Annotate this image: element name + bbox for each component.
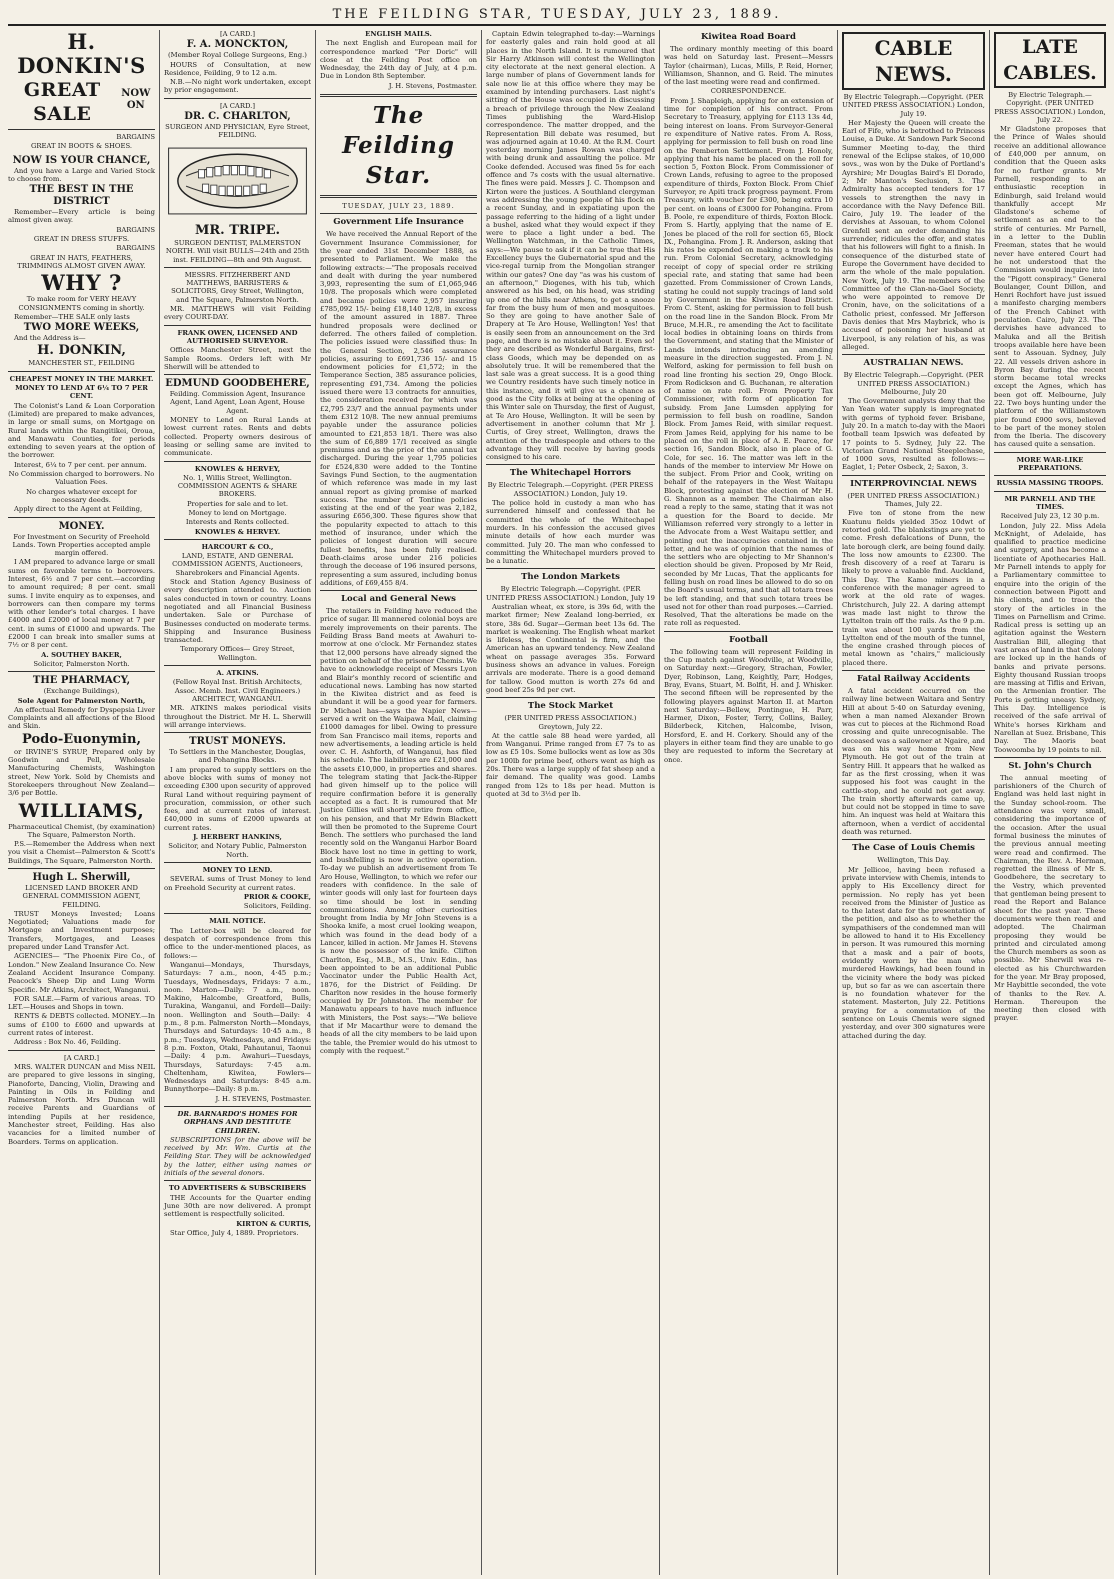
- fatal-accidents-heading: Fatal Railway Accidents: [856, 674, 971, 684]
- russia-heading: RUSSIA MASSING TROOPS.: [996, 479, 1104, 488]
- kirton-name: KIRTON & CURTIS,: [236, 1219, 311, 1228]
- whitechapel-src: By Electric Telegraph.—Copyright. (PER PRESS ASSOCIATION.) London, July 19.: [487, 481, 654, 498]
- knowles-invest: Interests and Rents collected.: [185, 518, 290, 527]
- podo-pre: An effectual Remedy for Dyspepsia Liver Complaints and all affections of the Blood and Skin.: [8, 705, 155, 731]
- london-heading: The London Markets: [521, 572, 620, 583]
- several-text: SEVERAL sums of Trust Money to lend on Freehold Security at current rates.: [164, 875, 311, 892]
- money-lend-heading: MONEY TO LEND.: [202, 865, 273, 874]
- mail-list: Wanganui—Mondays, Thursdays, Saturdays: 7 a.m., noon, 4·45 p.m.; Tuesdays, Wednesdays, Fridays: 7 a.m., noon. Marton—Daily: 7 a.m., noon. Makino, Halcombe, Greatford, Bulls, Turakina, Wanganui, and Fordell—Daily: noon. Wellington and South—Daily: 4 p.m., 8 p.m. Palmerston North—Mondays, Thursdays and Saturdays: 10·45 a.m., 8 p.m.; Tuesdays, Wednesdays, and Fridays: 8 p.m. Foxton, Otaki, Pahautanui, Taonui—Daily: 4 p.m. Awahuri—Tuesdays, Thursdays, Saturdays: 7·45 a.m. Cheltenham, Kiwitea, Fowlers—Wednesdays and Saturdays: 8·45 a.m. Bunnythorpe—Daily: 8 p.m.: [164, 960, 311, 1094]
- williams-sub: Pharmaceutical Chemist, (by examination) The Square, Palmerston North.: [8, 822, 155, 839]
- advertisers-heading: TO ADVERTISERS & SUBSCRIBERS: [168, 1184, 307, 1193]
- column-2: [160, 30, 316, 1575]
- prior-sub: Solicitors, Feilding.: [243, 902, 311, 911]
- advertisers-text: THE Accounts for the Quarter ending June 30th are now delivered. A prompt settlement is respectfully solicited.: [164, 1193, 311, 1219]
- knowles-name-2: KNOWLES & HERVEY.: [194, 527, 281, 536]
- trust-money-text: To Settlers in the Manchester, Douglas, and Pohangina Blocks.: [169, 748, 306, 765]
- stock-text: At the cattle sale 88 head were yarded, all from Wanganui. Prime ranged from £7 7s to as low as £5 10s. Some bullocks went as low as 30s per 100lb for prime beef, others went as high as 20s. There was a large supply of fat sheep and a fair demand. The quality was good. Lambs ranged from 12s to 18s per head. Mutton is quoted at 3d to 3½d per lb.: [486, 731, 655, 798]
- atkins-sub: (Fellow Royal Inst. British Architects, Assoc. Memb. Inst. Civil Engineers.) ARCHITECT, WANGANUI.: [172, 678, 303, 703]
- bargains-1: BARGAINS: [116, 133, 155, 141]
- tripe-name: MR. TRIPE.: [194, 222, 280, 238]
- column-4: [482, 30, 660, 1575]
- knowles-sub: No. 1, Willis Street, Wellington. COMMISSION AGENTS & SHARE BROKERS.: [177, 473, 298, 499]
- atkins-text: MR. ATKINS makes periodical visits throughout the District. Mr H. L. Sherwill will arrange interviews.: [164, 704, 311, 729]
- no-commission: No Commission charged to borrowers. No Valuation Fees.: [8, 470, 155, 487]
- your-chance: NOW IS YOUR CHANCE,: [12, 154, 151, 166]
- goodbehere-name: EDMUND GOODBEHERE,: [165, 378, 310, 390]
- knowles-money: Money to lend on Mortgage.: [188, 508, 287, 517]
- hankins-sub: Solicitor, and Notary Public, Palmerston North.: [168, 842, 307, 859]
- late-cables-heading: LATE CABLES.: [994, 32, 1106, 88]
- pharmacy-sub: (Exchange Buildings),: [43, 687, 120, 696]
- local-news-text: The retailers in Feilding have reduced the price of sugar. Ill mannered colonial boys are merely improvements on their parents. The Feilding Brass Band meets at Awahuri to-morrow at one o'clock. Mr Fernandez states that 12,000 persons have already signed the petition on behalf of the prisoner Chemis. We have to acknowledge receipt of Messrs Lyon and Blair's monthly record of scientific and educational news. Lambing has now started in the Kiwitea district and as feed is abundant it will be a good year for farmers. Dr Michael has—says the Napier News—served a writ on the Waipawa Mail, claiming £1000 damages for libel. Owing to pressure from San Francisco mail items, reports and new advertisements, a leading article is held over. C. H. Ashforth, of Wanganui, has filed his schedule. The liabilities are £21,000 and the assets £10,000, in properties and shares. The telegram stating that Jack-the-Ripper had given himself up to the police will require confirmation before it is generally accepted as a fact. It is rumoured that Mr Justice Gillies will shortly retire from office, on his pension, and that Mr Edwin Blackett will then be promoted to the Supreme Court Bench. The settlers who purchased the land recently sold on the Wanganui Harbor Board Block have lost no time in getting to work, and bushfelling is now in active operation. To-day we publish an advertisement from Te Aro House, Wellington, to which we refer our readers with confidence. In the sale of winter goods will only last for fourteen days so time should be lost in sending communications. Among other curiosities brought from India by Mr John Stevens is a Shooka knife, a most cruel looking weapon, which was found in the dead body of a Lancer, killed in action. Mr James H. Stevens is now the possessor of the knife. Clifton Charlton, Esq., M.B., M.S., Univ. Edin., has been appointed to be an additional Public Vaccinator under the Public Health Act, 1876, for the District of Feilding. Dr Charlton now resides in the house formerly occupied by Dr Johnston. The member for Manawatu appears to have much influence with Ministers, the Post says:—"We believe that if Mr Macarthur were to demand the heads of all the city members to be laid upon the table, the Premier would do his utmost to comply with the request.": [320, 607, 477, 1055]
- correspondence-heading: CORRESPONDENCE.: [710, 87, 787, 96]
- kirton-sub: Star Office, July 4, 1889. Proprietors.: [170, 1228, 299, 1237]
- chemis-text: Mr Jellicoe, having been refused a private interview with Chemis, intends to apply to His Excellency direct for permission. No reply has yet been received from the Minister of Justice as to the latest date for the presentation of the petition, and also as to whether the sympathisers of the condemned man will be allowed to hand it to His Excellency in person. It was rumoured this morning that a mask and a pair of boots, evidently worn by the man who murdered Hawkings, had been found in the vicinity where the body was picked up, but so far as we can ascertain there is no foundation whatever for the statement. Masterton, July 22. Petitions praying for a commutation of the sentence on Louis Chemis were signed yesterday, and over 300 signatures were attached during the day.: [842, 865, 985, 1040]
- best-district: THE BEST IN THE DISTRICT: [29, 184, 134, 208]
- english-mails-text: The next English and European mail for correspondence marked "Per Doric" will close at the Feilding Post office on Wednesday, the 24th day of July, at 4 p.m. Due in London 8th September.: [320, 39, 477, 81]
- chance-text: And you have a Large and Varied Stock to choose from.: [8, 166, 155, 183]
- australian-src: By Electric Telegraph.—Copyright. (PER UNITED PRESS ASSOCIATION.) Melbourne, July 20: [843, 371, 984, 396]
- chemis-heading: The Case of Louis Chemis: [852, 843, 975, 854]
- now-on: NOW ON: [121, 88, 151, 111]
- charlton-sub: SURGEON AND PHYSICIAN, Eyre Street, FEILDING.: [165, 123, 310, 140]
- williams-heading: WILLIAMS,: [18, 799, 145, 822]
- dress-line: GREAT IN DRESS STUFFS.: [33, 235, 130, 244]
- prior-name: PRIOR & COOKE,: [243, 892, 311, 901]
- correspondence-text: From J. Shapleigh, applying for an extension of time for completion of his contract. From Secretary to Treasury, applying for £113 13s 4d, being interest on loans. From Surveyor-General re expenditure of Native rates. From A. Ross, applying for permission to fell bush on road line on the Pemberton Settlement. From J. Honoly, applying that his name be placed on the roll for section 5, Foxton Block. From Commissioner of Crown Lands, refusing to agree to the proposed expenditure of thirds, Foxton Block. From Chief Surveyor, re Apiti track progress payment. From Treasury, with voucher for £300, being extra 10 per cent. on loans of £3000 for Pohangina. From B. Poole, re expenditure of thirds, Foxton Block. From S. Hartly, applying that the name of E. Jones be placed of the roll for section 65, Block IX., Pohangina. From J. R. Anderson, asking that his rates be expended on making a track to his run. From Colonial Secretary, acknowledging receipt of copy of special order re striking special rate, and stating that same had been gazetted. From Commissioner of Crown Lands, stating he could not supply tracings of land sold by Government in the Kiwitea Road District. From C. Stent, asking for permission to fell bush on the road line in the Sandon Block. From Mr Bruce, M.H.R., re amending the Act to facilitate local bodies in obtaining loans on thirds from the Government, and stating that the Minister of Lands intends introducing an amending measure in the direction suggested. From J. N. Welford, asking for permission to fell bush on road line fronting his section 29, Ongo Block. From Rodickson and G. Buchanan, re alteration of name on rate roll. From Property Tax Commissioner, with form of application for subsidy. From Jane Lumsden applying for permission to fell bush on roadline, Sandon Block. From James Reid, with similar request. From James Reid, applying for his name to be placed on the roll in place of A. E. Pearce, for section 16, Sandon Block, also in place of G. Cole, for sec. 16. The matter was left in the hands of the member to interview Mr Howe on the subject. From Prior and Cook, writing on behalf of the ratepayers in the West Waitapu Block, protesting against the election of Mr H. G. Shannon as a member. The Chairman also read a reply to the same, stating that it was not a question for the Board to decide. Mr Williamson referred very strongly to a letter in the Advocate from a West Waitapu settler, and pointing out the inaccuracies contained in the letter, and he was of opinion that the names of the settlers who are objecting to Mr Shannon's election should be given. Proposed by Mr Reid, seconded by Mr Lucas, That the applicants for felling bush on road lines be allowed to do so on the Board's usual terms, and that all totara trees be left standing, and that such totara trees be used not for other than road purposes.—Carried. Resolved, That the alterations be made on the rate roll as requested.: [664, 96, 833, 628]
- london-text: Australian wheat, ex store, is 39s 6d, with the market firmer; New Zealand long-berried, ex store, 38s 6d. Sugar—German beet 13s 6d. The market is weakening. The English wheat market is lifeless, the Continental is firm, and the American has an upward tendency. New Zealand wheat on passage averages 35s. Forward business shows an advance in values. Foreign arrivals are moderate. There is a good demand for tallow. Good mutton is worth 27s 6d and good beef 25s 9d per cwt.: [486, 603, 655, 694]
- parnell-heading: MR PARNELL AND THE TIMES.: [1004, 494, 1096, 511]
- mail-heading: MAIL NOTICE.: [209, 917, 266, 926]
- late-cables-text: Mr Gladstone proposes that the Prince of Wales should receive an additional allowance of £40,000 per annum, on condition that the Queen asks for no further grants. Mr Parnell, responding to an enthusiastic reception in Edinburgh, said Ireland would thankfully accept Mr Gladstone's scheme of settlement as an end to the strife of centuries. Mr Parnell, in a letter to the Dublin Freeman, states that he would never have entered Court had he not understood that the Commission would inquire into the "Pigott conspiracy." General Boulanger, Count Dillon, and Henri Rochfort have just issued a manifesto charging members of the French Cabinet with peculation. Cairo, July 23. The dervishes have advanced to Maluka and all the British troops available here have been sent to Assouan. Sydney, July 22. All vessels driven ashore in Byron Bay during the recent storm became total wrecks except the Agnes, which has been got off. Melbourne, July 22. Two boys hunting under the platform of the Williamstown pier found £900 sovs, believed to be part of the money stolen from the Iberia. The discovery has caused quite a sensation.: [994, 125, 1106, 449]
- gov-life-text: We have received the Annual Report of the Government Insurance Commissioner, for the year ended 31st December 1888, as presented to Parliament. We make the following extracts:—"The proposals received and dealt with during the year numbered 3,993, representing the sum of £1,065,946 10/8. The proposals which were completed and became policies were 2,957 insuring £785,092 15/- being £18,140 12/8, in excess of the amount assured in 1887. Three hundred proposals were declined or deferred. The others failed of completion. The policies issued were classified thus: In the General Section, 2,546 assurance policies, assuring to £691,736 15/- and 15 endowment policies for £1,572; in the Temperance Section, 385 assurance policies, representing £91,734. Among the policies issued there were 13 contracts for annuities, the consideration received for which was £2,795 23/7 and the annual payments under them £312 10/8. The new annual premiums payable under the assurance policies amounted to £21,853 18/1. There was also the sum of £6,889 17/1 received as single premiums and as the price of the annual tax discharged. During the year 1,795 policies for £524,830 were added to the Tontine Savings Fund Section, to the augmentation of which reference was made in my last annual report as giving promise of marked success. The number of Tontine policies existing at the end of the year was 2,182, assuring £656,300. These figures show that the popularity expected to attach to this method of insurance, under which the policies of longest duration will secure fullest benefits, has been fully realised. Death-claims arose under 216 policies through the decease of 196 insured persons, representing a sum assured, including bonus additions, of £69,455 8/4.: [320, 230, 477, 587]
- hours-text: HOURS of Consultation, at new Residence, Feilding, 9 to 12 a.m.: [164, 60, 311, 77]
- knowles-name: KNOWLES & HERVEY,: [194, 464, 281, 473]
- australian-text: The Government analysts deny that the Yan Yean water supply is impregnated with germs of typhoid fever. Brisbane, July 20. In a match to-day with the Maori football team Ipswich was defeated by 17 points to 5. Sydney, July 22. The Victorian Grand National Steeplechase, of 1000 sovs, resulted as follows:—Eaglet, 1; Peter Osbeck, 2; Saxon, 3.: [842, 397, 985, 472]
- nb-text: N.B.—No night work undertaken, except by prior engagement.: [164, 78, 311, 95]
- sale-last: Remember—THE SALE only lasts: [14, 312, 130, 321]
- card-2: [A CARD.]: [220, 101, 255, 110]
- trust-money-heading: TRUST MONEYS.: [189, 736, 286, 748]
- whitechapel-heading: The Whitechapel Horrors: [509, 468, 632, 479]
- barnardo-text: SUBSCRIPTIONS for the above will be received by Mr. Wm. Curtis at the Feilding Star. They will be acknowledged by the latter, either using names or initials of the several donors.: [164, 1135, 311, 1178]
- col4-top-text: Captain Edwin telegraphed to-day:—Warnings for easterly gales and rain hold good at all places in the North Island. It is rumoured that Sir Harry Atkinson will contest the Wellington city electorate at the next general election. A large number of plans of Government lands for sale now lie at this office where they may be examined by intending purchasers. Last night's sitting of the House was occupied in discussing a breach of privilege through the New Zealand Times publishing the Ward-Hislop correspondence. The matter dropped, and the Representation Bill debate was resumed, but was adjourned again at 10.40. At the R.M. Court yesterday morning James Rowan was charged with being drunk and assaulting the police. Mr Cooke defended. Accused was fined 5s for each offence and 7s costs with the usual alternative. The fines were paid. Messrs J. C. Thompson and Kirton were the justices. A Southland clergyman was addressing the young people of his flock on a recent Sunday, and in expatiating upon the passage referring to the hiding of a light under a bushel, asked what they would expect if they were to place a light under a bed. The Wellington Watchman, in the Catholic Times, says:—We pause to ask if it can be true that His Excellency buys the Gubernatorial spud and the vice-regal turnip from the Mongolian stranger within our gates? One day "as was his custom of an afternoon," Diogenes, with his tub, which answered as his bed, on his head, was striding up one of the hills near Athens, to get a snooze far from the busy hum of men and mosquitoes. So they are going to have another Sale of Drapery at Te Aro House, Wellington! Yes! that is easily seen from an announcement on the 3rd page, and there is no mistake about it. Even so! they are described as Wonderful Bargains, first-class Goods, which may be depended on as absolutely true. It will be remembered that the last sale was a great success. It is a good thing we Country residents have such timely notice in this instance, and it will give us a chance as good as the City folks at being at the opening of this Winter sale on Thursday, the first of August, at Te Aro House, Wellington. It will be seen by advertisement in another column that Mr J. Curtis, of Grey street, Wellington, draws the attention of the tradespeople and others to the advantage they will receive by having goods consigned to his care.: [486, 30, 655, 462]
- remember-text: Remember—Every article is being almost given away.: [8, 208, 155, 225]
- agencies-text: AGENCIES— "The Phoenix Fire Co., of London." New Zealand Insurance Co. New Zealand Accident Insurance Company. Peacock's Sheep Dip and Lung Worm Specific. Mr Atkins, Architect, Wanganui.: [8, 952, 155, 994]
- for-sale-text: FOR SALE.—Farm of various areas. TO LET.—Houses and Shops in town.: [8, 994, 155, 1012]
- sherwill-heading: Hugh L. Sherwill,: [32, 872, 131, 883]
- late-cables-src: By Electric Telegraph.—Copyright. (PER UNITED PRESS ASSOCIATION.) London, July 22.: [994, 91, 1106, 124]
- moncton-name: F. A. MONCKTON,: [186, 39, 289, 51]
- address-box: Address : Box No. 46, Feilding.: [14, 1038, 121, 1047]
- two-weeks: TWO MORE WEEKS,: [23, 322, 140, 334]
- hankins-name: J. HERBERT HANKINS,: [193, 833, 282, 842]
- stock-src: (PER UNITED PRESS ASSOCIATION.) Greytown, July 22.: [504, 714, 637, 731]
- podo-text: or IRVINE'S SYRUP, Prepared only by Goodwin and Pell, Wholesale Manufacturing Chemists, Washington street, New York. Sold by Chemists and Storekeepers throughout New Zealand—3/6 per Bottle.: [8, 747, 155, 798]
- goodbehere-text: MONEY to Lend on Rural Lands at lowest current rates. Rents and debts collected. Property owners desirous of leasing or selling same are invited to communicate.: [164, 416, 311, 458]
- stock-heading: The Stock Market: [527, 701, 614, 712]
- matthews-text: MR. MATTHEWS will visit Feilding every COURT-DAY.: [164, 305, 311, 322]
- money-text: For Investment on Security of Freehold Lands. Town Properties accepted ample margin offered.: [12, 532, 151, 558]
- london-src: By Electric Telegraph.—Copyright. (PER UNITED PRESS ASSOCIATION.) London, July 19: [486, 585, 655, 602]
- moncton-sub: (Member Royal College Surgeons, Eng.): [168, 51, 307, 60]
- bargains-2: BARGAINS: [116, 225, 155, 234]
- kiwitea-text: The ordinary monthly meeting of this board was held on Saturday last. Present—Messrs Taylor (chairman), Lucas, Mills, P. Reid, Horner, Williamson, Shannon, and G. Reid. The minutes of the last meeting were read and confirmed.: [664, 45, 833, 87]
- chemis-src: Wellington, This Day.: [877, 856, 950, 865]
- knowles-prop: Properties for sale and to let.: [186, 499, 289, 508]
- trust-money-body: I am prepared to supply settlers on the above blocks with sums of money not exceeding £300 upon security of approved Rural Land without requiring payment of procuration, commission, or other such fees, and at current rates of interest. £40,000 in sums of £2000 upwards at current rates.: [164, 765, 311, 832]
- whitechapel-text: The police hold in custody a man who has surrendered himself and confessed that he committed the whole of the Whitechapel murders. In his confession the accused gives minute details of how each murder was committed. July 20. The man who confessed to committing the Whitechapel murders proved to be a lunatic.: [486, 499, 655, 566]
- church-heading: St. John's Church: [1008, 760, 1092, 771]
- goodbehere-sub: Feilding. Commission Agent, Insurance Agent, Land Agent, Loan Agent, House Agent.: [169, 390, 306, 415]
- donkin-name: H. DONKIN,: [37, 343, 126, 359]
- money-body: I AM prepared to advance large or small sums on favorable terms to borrowers. Interest, 6½ and 7 per cent.—according to amount required; 8 per cent. small sums. I invite enquiry as to expenses, and borrowers can then compare my terms with other lender's total charges. I have £4000 and £2000 of local money at 7 per cent. in sums of £1000 and upwards. The £2000 I can break into smaller sums at 7½ or 8 per cent.: [8, 558, 155, 650]
- war-heading: MORE WAR-LIKE PREPARATIONS.: [1016, 455, 1084, 473]
- issue-date: TUESDAY, JULY 23, 1889.: [342, 202, 455, 211]
- rents-text: RENTS & DEBTS collected. MONEY.—In sums of £100 to £600 and upwards at current rates of interest.: [8, 1012, 155, 1038]
- interprovincial-heading: INTERPROVINCIAL NEWS: [850, 478, 977, 489]
- received-line: Received July 23, 12 30 p.m.: [1000, 512, 1100, 521]
- mail-text: The Letter-box will be cleared for despatch of correspondence from this office to the under-mentioned places, as follows:—: [164, 926, 311, 960]
- great-sale-row: [8, 78, 155, 126]
- donkin-title: H. DONKIN'S: [17, 30, 146, 78]
- manchester-line: MANCHESTER ST., FEILDING: [28, 359, 135, 368]
- why-heading: WHY ?: [41, 270, 122, 296]
- gov-life-heading: Government Life Insurance: [333, 217, 464, 228]
- column-5: [660, 30, 838, 1575]
- pharmacy-heading: THE PHARMACY,: [32, 675, 131, 687]
- owen-text: Offices Manchester Street, next the Sample Rooms. Orders left with Mr Sherwill will be attended to: [164, 346, 311, 371]
- hats-line: GREAT IN HATS, FEATHERS, TRIMMINGS ALMOST GIVEN AWAY.: [17, 253, 146, 270]
- boots-line: GREAT IN BOOTS & SHOES.: [30, 142, 133, 151]
- harcourt-sub: LAND, ESTATE, AND GENERAL COMMISSION AGENTS, Auctioneers, Sharebrokers and Financial Agents.: [172, 552, 303, 577]
- column-6: [838, 30, 990, 1575]
- column-3: [316, 30, 482, 1575]
- football-text: The following team will represent Feilding in the Cup match against Woodville, at Woodville, on Saturday next:—Gregory, Strachan, Fowler, Dyer, Robinson, Lang, Keightly, Parr, Hodges, Bray, Evans, Stuart, M. Bolfit, H. and J. Whisker. The second fifteen will be represented by the following players against Marton II. at Marton next Saturday:—Bellew, Pontingue, H. Parr, Harmer, Dixon, Foster, Terry, Collins, Bailey, Bilderbeck, Kitchen, Halcombe, Ivison, Horsford, E. and H. Corkery. Should any of the players in either team find they are unable to go they are requested to inform the Secretary at once.: [664, 647, 833, 764]
- baker-name: A. SOUTHEY BAKER,: [41, 650, 122, 659]
- baker-sub: Solicitor, Palmerston North.: [33, 659, 130, 668]
- ps-text: P.S.—Remember the Address when next you visit a Chemist—Palmerston & Scott's Buildings, The Square, Palmerston North.: [8, 840, 155, 865]
- football-heading: Football: [729, 634, 768, 645]
- bargains-3: BARGAINS: [116, 244, 155, 253]
- column-1: [4, 30, 160, 1575]
- interest-text: Interest, 6¼ to 7 per cent. per annum.: [14, 460, 147, 469]
- australian-news-heading: AUSTRALIAN NEWS.: [863, 358, 964, 369]
- fatal-accidents-text: A fatal accident occurred on the railway line between Waitara and Sentry Hill at about 5·40 on Saturday evening, when a man named Alexander Brown was cut to pieces at the Richmond Road crossing and quite unrecognisable. The deceased was a sailowner at Ngaire, and was on his way home from New Plymouth. He got out of the train at Sentry Hill. It appears that he walked as far as the first crossing, when it was supposed his foot was caught in the cattle-stop, and he could not get away. The train shortly afterwards came up, but could not be stopped in time to save him. An inquest was held at Waitara this afternoon, when a verdict of accidental death was returned.: [842, 687, 985, 837]
- page-header: THE FEILDING STAR, TUESDAY, JULY 23, 1889.: [8, 4, 1106, 26]
- dental-engraving: [164, 145, 311, 217]
- podo-heading: Podo-Euonymin,: [22, 731, 141, 747]
- harcourt-temp: Temporary Offices— Grey Street, Wellington.: [180, 645, 295, 662]
- harcourt-name: HARCOURT & CO.,: [201, 542, 274, 551]
- sherwill-sub: LICENSED LAND BROKER AND GENERAL COMMISSION AGENT, FEILDING.: [22, 884, 141, 909]
- harcourt-text: Stock and Station Agency Business of every description attended to. Auction sales conducted in town or country. Loans negotiated and all Financial Business undertaken. Sale or Purchase of Businesses conducted on moderate terms. Shipping and Insurance Business transacted.: [164, 578, 311, 645]
- colonist-text: The Colonist's Land & Loan Corporation (Limited) are prepared to make advances, in large or small sums, on Mortgage on Rural lands within the Rangitikei, Oroua, and Manawatu Counties, for periods extending to seven years at the option of the borrower.: [8, 401, 155, 460]
- why-text: To make room for VERY HEAVY CONSIGNMENTS coming in shortly.: [18, 295, 145, 312]
- card-1: [A CARD.]: [220, 30, 255, 38]
- newspaper-flag: The Feilding Star.: [342, 102, 455, 190]
- column-7: [990, 30, 1110, 1575]
- cable-news-heading: CABLE NEWS.: [842, 32, 985, 90]
- interprovincial-src: (PER UNITED PRESS ASSOCIATION.) Thames, July 22.: [847, 491, 980, 509]
- cheapest-money: CHEAPEST MONEY IN THE MARKET.: [9, 374, 154, 383]
- local-news-heading: Local and General News: [341, 594, 456, 605]
- kiwitea-heading: Kiwitea Road Board: [701, 32, 796, 42]
- received-text: London, July 22. Miss Adela McKnight, of Adelaide, has qualified to practice medicine and surgery, and has become a licentiate of Apothecaries Hall. Mr Parnell intends to apply for a Parliamentary committee to enquire into the origin of the connection between Pigott and his clients, and to trace the story of the articles in the Times on Parnellism and Crime. Radical press is setting up an agitation against the Western Australian Bill, alleging that vast areas of land in that Colony are locked up in the hands of banks and private persons. Eighty thousand Russian troops are massing at Tiflis and Erivan, on the Armenian frontier. The Porte is getting uneasy. Sydney, This Day. Intelligence is received of the safe arrival of White's horses Kirkham and Narellan at Suez. Brisbane, This Day. The Maoris beat Toowoomba by 19 points to nil.: [994, 521, 1106, 754]
- english-mails-heading: ENGLISH MAILS.: [365, 30, 432, 38]
- lend-rate: MONEY TO LEND AT 6¼ TO 7 PER CENT.: [15, 384, 148, 401]
- trust-text: TRUST Moneys Invested; Loans Negotiated; Valuations made for Mortgage and Investment purposes; Transfers, Mortgages, and Leases prepared under Land Transfer Act.: [8, 909, 155, 952]
- tripe-sub: SURGEON DENTIST, PALMERSTON NORTH. Will visit BULLS—24th and 25th inst. FEILDING—8th and 9th August.: [165, 238, 310, 264]
- duncan-text: MRS. WALTER DUNCAN and Miss NEIL are prepared to give lessons in singing, Pianoforte, Dancing, Violin, Drawing and Painting in Oils in Feilding and Palmerston North. Mrs Duncan will receive Parents and Guardians of intending Pupils at her residence, Manchester street, Feilding. Has also vacancies for a limited number of Boarders. Terms on application.: [8, 1062, 155, 1146]
- church-text: The annual meeting of parishioners of the Church of England was held last night in the Sunday school-room. The attendance was very small, considering the importance of the occasion. After the usual formal business the minutes of the previous annual meeting were read and confirmed. The Chairman, the Rev. A. Herman, regretted the illness of Mr S. Goodbehere, the secretary to the Vestry, which prevented that gentleman being present to read the Report and Balance sheet for the past year. These documents were then read and adopted. The Chairman proposing they would be printed and circulated among the Church members as soon as possible. Mr Sherwill was re-elected as his Churchwarden for the year. Mr Bray proposed, Mr Haybittle seconded, the vote of thanks to the Rev. A. Herman. Thereupon the meeting then closed with prayer.: [994, 773, 1106, 1023]
- fitzherbert-text: MESSRS. FITZHERBERT AND MATTHEWS, BARRISTERS & SOLICITORS, Grey Street, Wellington, and The Square, Palmerston North.: [171, 270, 304, 304]
- owen-name: FRANK OWEN, LICENSED AND AUTHORISED SURVEYOR.: [177, 328, 298, 345]
- great-sale: GREAT SALE: [23, 79, 101, 125]
- money-heading: MONEY.: [58, 520, 105, 532]
- stevens-sign: J. H. STEVENS, Postmaster.: [215, 1094, 311, 1103]
- atkins-name: A. ATKINS.: [216, 669, 259, 678]
- apply-text: Apply direct to the Agent at Feilding,: [14, 505, 143, 514]
- interprovincial-text: Five ton of stone from the new Kuatunu fields yielded 35oz 10dwt of retorted gold. The blankstings are yet to come. Fresh defalcations of Dunn, the late borough clerk, are being found daily. The loss now amounts to £2300. The fresh discovery of a reef at Tararu is likely to prove a valuable find. Auckland, This Day. The Kamo miners in a conference with the manager agreed to work at the old rate of wages. Christchurch, July 22. A daring attempt was made last night to throw the Lyttelton train off the rails. As the 9 p.m. train was about 100 yards from the Lyttelton end of the mouth of the tunnel, the engine crashed through pieces of metal known as "chairs," maliciously placed there.: [842, 509, 985, 667]
- no-charges: No charges whatever except for necessary deeds.: [26, 487, 137, 504]
- english-mails-sign: J. H. Stevens, Postmaster.: [388, 81, 477, 90]
- address-is: And the Address is—: [14, 334, 86, 343]
- duncan-card: [A CARD.]: [64, 1053, 99, 1062]
- charlton-name: DR. C. CHARLTON,: [184, 111, 291, 123]
- cable-src: By Electric Telegraph.—Copyright. (PER UNITED PRESS ASSOCIATION.) London, July 19.: [842, 93, 985, 118]
- sole-agent: Sole Agent for Palmerston North,: [17, 696, 146, 705]
- cable-text: Her Majesty the Queen will create the Earl of Fife, who is betrothed to Princess Louise, a Duke. At Sandown Park Second Summer Meeting to-day, the third renewal of the Eclipse stakes, of 10,000 sovs., was won by the Duke of Portland's Ayrshire; Mr Douglas Baird's El Dorado, 2; Mr Manton's Seclusion, 3. The Admiralty has accepted tenders for 17 vessels to strengthen the navy in accordance with the Navy Defence Bill. Cairo, July 19. The leader of the dervishes at Assouan, to whom Colonel Grenfell sent an order demanding his surrender, ridicules the offer, and states that his followers will fight to a finish. In consequence of the disturbed state of Europe the Government have decided to arm the whole of the male population. New York, July 19. The members of the Committee of the Clan-na-Gael Society, who were appointed to remove Dr Cronin, have, on the solicitations of a Catholic priest, confessed. Mr Jefferson Davis denies that Mrs Maybrick, who is accused of poisoning her husband at Liverpool, is any relation of his, as was alleged.: [842, 118, 985, 351]
- barnardo-heading: DR. BARNARDO'S HOMES FOR ORPHANS AND DESTITUTE CHILDREN.: [177, 1109, 298, 1135]
